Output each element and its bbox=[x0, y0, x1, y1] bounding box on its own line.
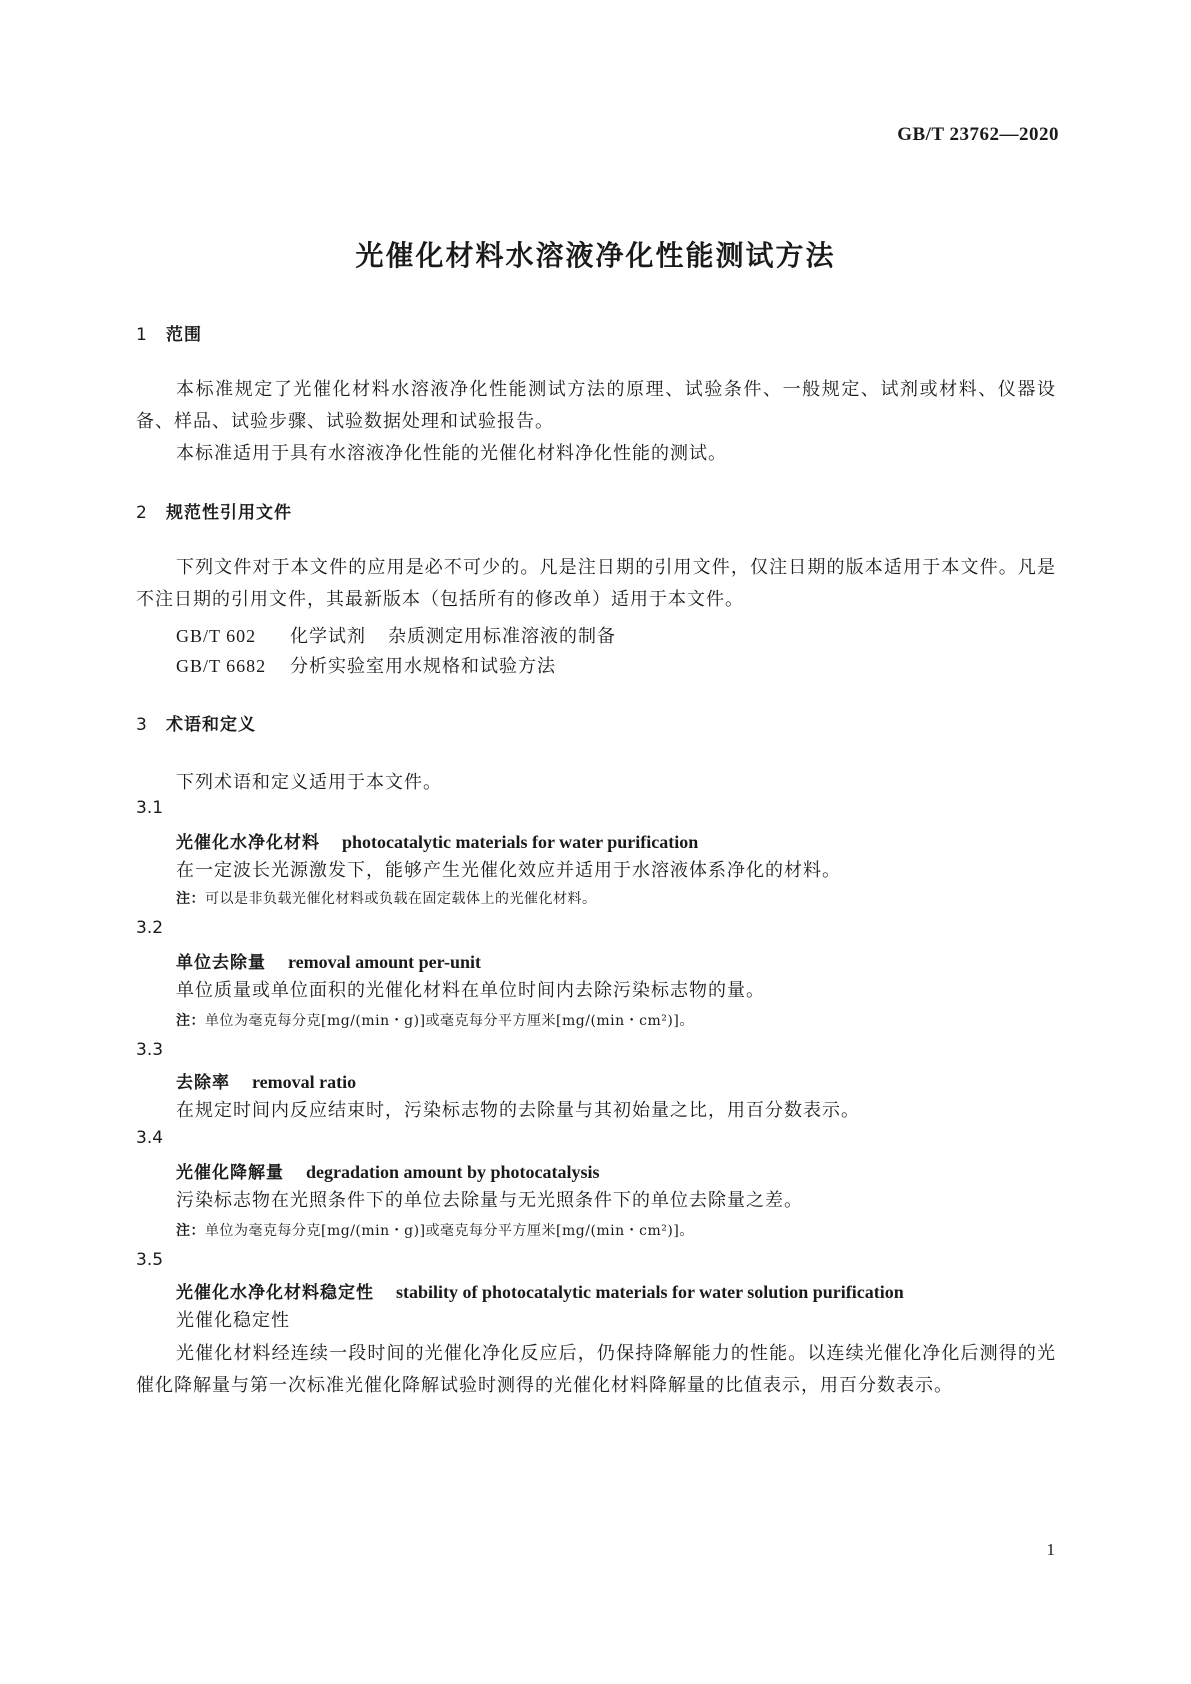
term-chinese: 光催化水净化材料 bbox=[176, 833, 320, 853]
note-text: 单位为毫克每分克[mg/(min・g)]或毫克每分平方厘米[mg/(min・cm²)]。 bbox=[205, 1013, 694, 1029]
term-number: 3.4 bbox=[136, 1128, 164, 1148]
term-definition: 在规定时间内反应结束时，污染标志物的去除量与其初始量之比，用百分数表示。 bbox=[176, 1100, 860, 1121]
term-heading bbox=[176, 828, 698, 853]
term-note bbox=[176, 1010, 694, 1030]
term-english: stability of photocatalytic materials for water solution purification bbox=[396, 1282, 904, 1302]
term-heading bbox=[176, 1278, 904, 1303]
section-1-paragraph-2: 本标准适用于具有水溶液净化性能的光催化材料净化性能的测试。 bbox=[176, 443, 727, 464]
term-english: degradation amount by photocatalysis bbox=[306, 1162, 600, 1182]
term-definition: 光催化材料经连续一段时间的光催化净化反应后，仍保持降解能力的性能。以连续光催化净化后测得的光催化降解量与第一次标准光催化降解试验时测得的光催化材料降解量的比值表示，用百分数表示。 bbox=[136, 1343, 1056, 1396]
term-definition: 污染标志物在光照条件下的单位去除量与无光照条件下的单位去除量之差。 bbox=[176, 1190, 803, 1211]
section-title: 范围 bbox=[166, 325, 202, 345]
section-title: 术语和定义 bbox=[166, 715, 256, 735]
note-label: 注： bbox=[176, 891, 205, 907]
section-title: 规范性引用文件 bbox=[166, 503, 292, 523]
section-1-paragraph-1: 本标准规定了光催化材料水溶液净化性能测试方法的原理、试验条件、一般规定、试剂或材料、仪器设备、样品、试验步骤、试验数据处理和试验报告。 bbox=[136, 379, 1056, 432]
term-chinese: 单位去除量 bbox=[176, 953, 266, 973]
term-number: 3.5 bbox=[136, 1250, 164, 1270]
term-heading bbox=[176, 948, 481, 973]
section-number: 1 bbox=[136, 325, 148, 345]
section-number: 3 bbox=[136, 715, 148, 735]
page-number: 1 bbox=[1046, 1540, 1055, 1559]
note-text: 可以是非负载光催化材料或负载在固定载体上的光催化材料。 bbox=[205, 891, 597, 907]
term-chinese: 去除率 bbox=[176, 1073, 230, 1093]
section-3-intro: 下列术语和定义适用于本文件。 bbox=[176, 772, 442, 793]
term-chinese: 光催化降解量 bbox=[176, 1163, 284, 1183]
term-alternate: 光催化稳定性 bbox=[176, 1310, 290, 1331]
term-number: 3.3 bbox=[136, 1040, 164, 1060]
term-english: removal ratio bbox=[252, 1072, 357, 1092]
note-label: 注： bbox=[176, 1013, 205, 1029]
section-1-heading bbox=[136, 320, 202, 345]
note-text: 单位为毫克每分克[mg/(min・g)]或毫克每分平方厘米[mg/(min・cm²)]。 bbox=[205, 1223, 694, 1239]
term-definition: 单位质量或单位面积的光催化材料在单位时间内去除污染标志物的量。 bbox=[176, 980, 765, 1001]
normative-reference bbox=[176, 622, 616, 648]
term-definition: 在一定波长光源激发下，能够产生光催化效应并适用于水溶液体系净化的材料。 bbox=[176, 860, 841, 881]
normative-reference bbox=[176, 652, 556, 678]
section-number: 2 bbox=[136, 503, 148, 523]
term-number: 3.2 bbox=[136, 918, 164, 938]
document-title: 光催化材料水溶液净化性能测试方法 bbox=[355, 239, 836, 272]
reference-title-a: 化学试剂 bbox=[290, 626, 366, 647]
reference-title-a: 分析实验室用水规格和试验方法 bbox=[290, 656, 556, 677]
reference-code: GB/T 602 bbox=[176, 626, 257, 646]
section-2-heading bbox=[136, 498, 292, 523]
term-note bbox=[176, 888, 597, 908]
term-english: photocatalytic materials for water purification bbox=[342, 832, 699, 852]
term-heading bbox=[176, 1068, 356, 1093]
reference-code: GB/T 6682 bbox=[176, 656, 267, 676]
note-label: 注： bbox=[176, 1223, 205, 1239]
reference-title-b: 杂质测定用标准溶液的制备 bbox=[388, 626, 616, 647]
section-2-paragraph: 下列文件对于本文件的应用是必不可少的。凡是注日期的引用文件，仅注日期的版本适用于本文件。凡是不注日期的引用文件，其最新版本（包括所有的修改单）适用于本文件。 bbox=[136, 557, 1056, 610]
term-note bbox=[176, 1220, 694, 1240]
section-3-heading bbox=[136, 710, 256, 735]
term-heading bbox=[176, 1158, 600, 1183]
term-chinese: 光催化水净化材料稳定性 bbox=[176, 1283, 374, 1303]
term-number: 3.1 bbox=[136, 798, 164, 818]
term-english: removal amount per-unit bbox=[288, 952, 481, 972]
standard-code: GB/T 23762—2020 bbox=[897, 124, 1059, 145]
